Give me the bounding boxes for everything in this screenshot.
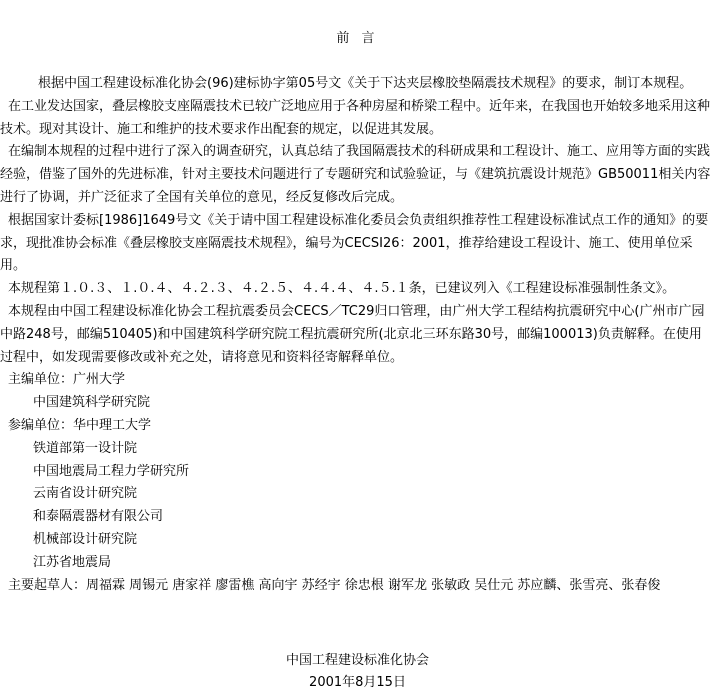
paragraph-1: 根据中国工程建设标准化协会(96)建标协字第05号文《关于下达夹层橡胶垫隔震技术规程》的要求，制订本规程。 [38, 76, 693, 91]
page-title: 前 言 [336, 31, 379, 46]
drafters-line [0, 575, 712, 598]
paragraph-5: 本规程第１.０.３、１.０.４、４.２.３、４.２.５、４.４.４、４.５.１条，已建议列入《工程建设标准强制性条文》。 [8, 281, 676, 297]
participating-units-label: 参编单位： [8, 417, 74, 433]
participating-unit-5: 和泰隔震器材有限公司 [33, 509, 164, 525]
drafters-names: 周福霖 周锡元 唐家祥 廖雷樵 高向宇 苏经宇 徐忠根 谢军龙 张敏政 吴仕元 苏应麟、张雪亮、张春俊 [86, 577, 661, 593]
paragraph-3: 在编制本规程的过程中进行了深入的调查研究，认真总结了我国隔震技术的科研成果和工程设计、施工、应用等方面的实践经验，借鉴了国外的先进标准，针对主要技术问题进行了专题研究和试验验证，与《建筑抗震设计规范》GB50011相关内容进行了协调，并广泛征求了全国有关单位的意见，经反复修改后完成。 [0, 144, 711, 205]
paragraph-6: 本规程由中国工程建设标准化协会工程抗震委员会CECS／TC29归口管理，由广州大学工程结构抗震研究中心(广州市广园中路248号，邮编510405)和中国建筑科学研究院工程抗震研究所(北京北三环东路30号，邮编100013)负责解释。在使用过程中，如发现需要修改或补充之处，请将意见和资料径寄解释单位。 [0, 303, 705, 365]
participating-units-line [0, 415, 712, 438]
participating-unit-7: 江苏省地震局 [33, 554, 112, 570]
paragraph-4: 根据国家计委标[1986]1649号文《关于请中国工程建设标准化委员会负责组织推荐性工程建设标准试点工作的通知》的要求，现批准协会标准《叠层橡胶支座隔震技术规程》，编号为CECSI26：2001，推荐给建设工程设计、施工、使用单位采用。 [0, 212, 709, 274]
paragraph-2: 在工业发达国家，叠层橡胶支座隔震技术已较广泛地应用于各种房屋和桥梁工程中。近年来，在我国也开始较多地采用这种技术。现对其设计、施工和维护的技术要求作出配套的规定，以促进其发展。 [0, 98, 711, 137]
footer-organization: 中国工程建设标准化协会 [285, 653, 429, 668]
chief-unit-2: 中国建筑科学研究院 [33, 395, 151, 411]
drafters-label: 主要起草人： [8, 577, 87, 593]
participating-unit-6: 机械部设计研究院 [33, 531, 138, 547]
preface-body [0, 73, 712, 597]
footer-date: 2001年8月15日 [309, 675, 406, 690]
participating-unit-4: 云南省设计研究院 [33, 486, 138, 502]
chief-units-line [0, 369, 712, 392]
participating-unit-3: 中国地震局工程力学研究所 [33, 463, 190, 479]
participating-unit-1: 华中理工大学 [73, 417, 152, 433]
chief-units-label: 主编单位： [8, 372, 74, 388]
chief-unit-1: 广州大学 [73, 372, 126, 388]
participating-unit-2: 铁道部第一设计院 [33, 440, 138, 456]
